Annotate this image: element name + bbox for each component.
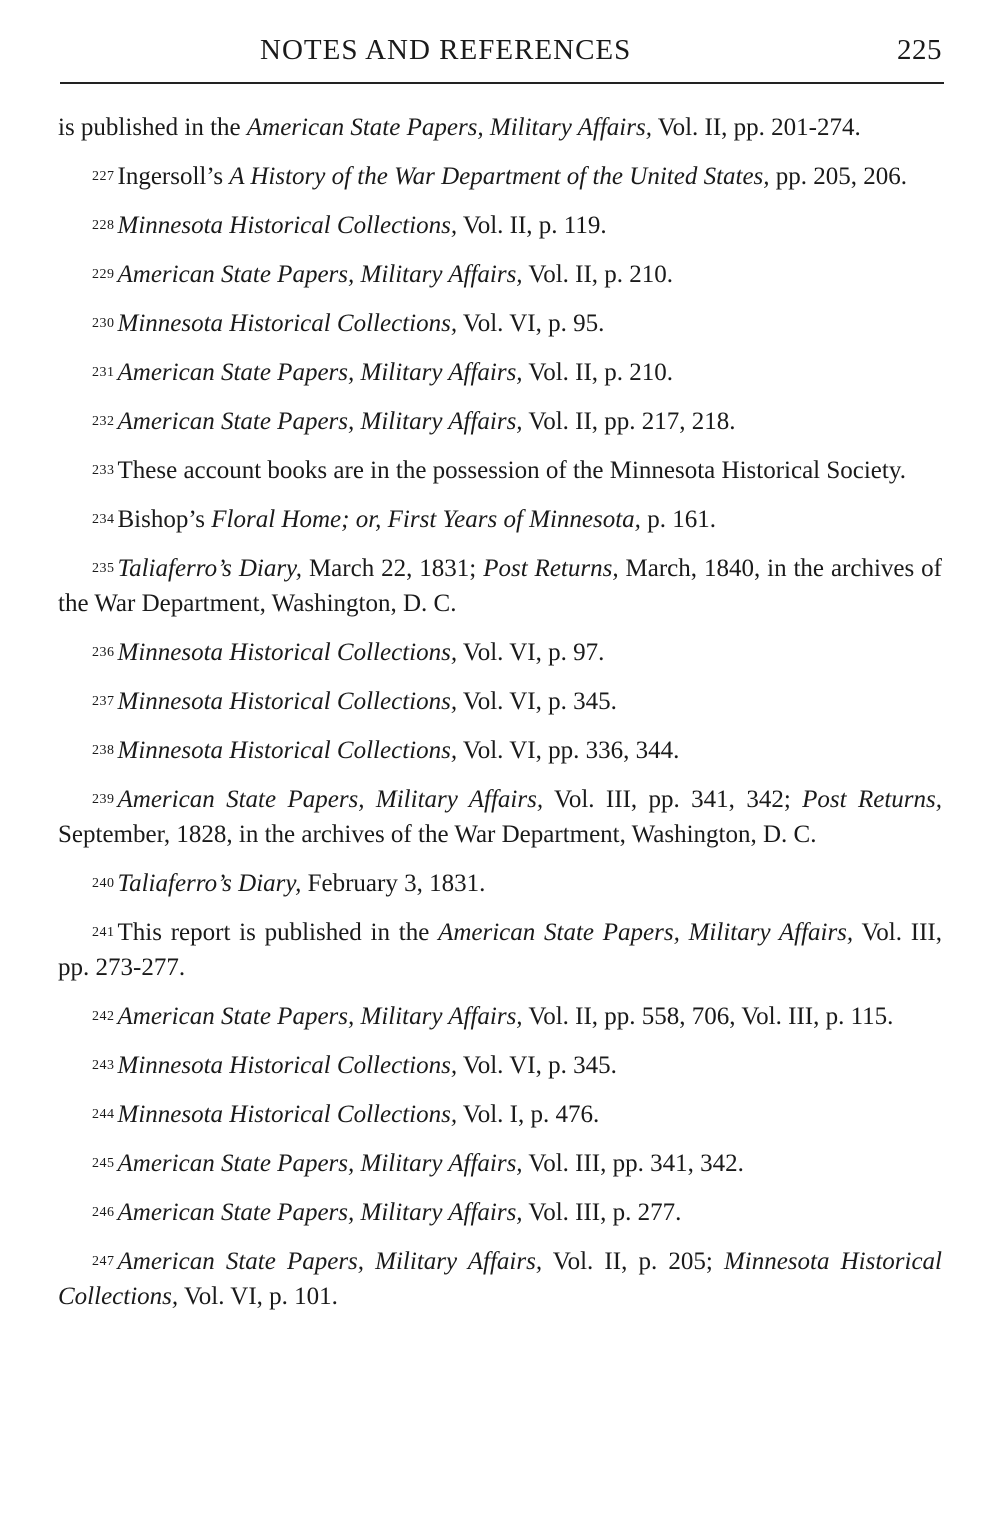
note-233 (58, 453, 942, 488)
note-title-italic: American State Papers, Military Affairs, (117, 1150, 523, 1177)
note-number: 245 (92, 1156, 115, 1171)
note-title-italic: American State Papers, Military Affairs, (117, 408, 523, 435)
note-number: 244 (92, 1107, 115, 1122)
note-number: 234 (92, 512, 115, 527)
note-number: 233 (92, 463, 115, 478)
note-title-italic: American State Papers, Military Affairs, (117, 1003, 523, 1030)
note-238 (58, 733, 942, 768)
note-number: 232 (92, 414, 115, 429)
note-number: 241 (92, 925, 115, 940)
note-number: 242 (92, 1009, 115, 1024)
note-text: This report is published in the (117, 919, 439, 946)
header-rule (60, 82, 944, 84)
note-number: 246 (92, 1205, 115, 1220)
note-number: 240 (92, 876, 115, 891)
note-number: 237 (92, 694, 115, 709)
note-number: 230 (92, 316, 115, 331)
note-number: 228 (92, 218, 115, 233)
note-title-italic: Post Returns, (802, 786, 943, 813)
note-number: 247 (92, 1254, 115, 1269)
note-text: Vol. VI, p. 345. (457, 1052, 617, 1079)
note-title-italic: American State Papers, Military Affairs, (117, 1248, 543, 1275)
note-text: Bishop’s (117, 506, 212, 533)
note-title-italic: American State Papers, Military Affairs, (117, 1199, 523, 1226)
note-text: Vol. II, pp. 201-274. (651, 114, 861, 141)
note-242 (58, 999, 942, 1034)
note-234 (58, 502, 942, 537)
note-text: Vol. II, p. 119. (457, 212, 607, 239)
note-title-italic: American State Papers, Military Affairs, (117, 261, 523, 288)
note-232 (58, 404, 942, 439)
note-title-italic: Minnesota Historical Collections, (117, 1101, 458, 1128)
note-text: Vol. I, p. 476. (457, 1101, 600, 1128)
note-number: 235 (92, 561, 115, 576)
page (58, 30, 943, 1310)
note-number: 236 (92, 645, 115, 660)
note-text: Vol. III, p. 277. (522, 1199, 682, 1226)
note-237 (58, 684, 942, 719)
note-text: February 3, 1831. (301, 870, 486, 897)
note-title-italic: Minnesota Historical Collections, (117, 212, 458, 239)
note-title-italic: Minnesota Historical Collections, (117, 1052, 458, 1079)
note-title-italic: Floral Home; or, First Years of Minnesota, (211, 506, 641, 533)
note-title-italic: Minnesota Historical Collections, (117, 639, 458, 666)
note-title-italic: Minnesota Historical Collections, (117, 310, 458, 337)
note-235 (58, 551, 942, 621)
page-number: 225 (897, 34, 942, 66)
note-title-italic: Taliaferro’s Diary, (117, 870, 302, 897)
note-title-italic: American State Papers, Military Affairs, (438, 919, 854, 946)
note-number: 243 (92, 1058, 115, 1073)
note-228 (58, 208, 942, 243)
note-title-italic: Minnesota Historical Collections, (117, 688, 458, 715)
note-title-italic: American State Papers, Military Affairs, (117, 359, 523, 386)
note-text: Vol. II, p. 210. (522, 359, 674, 386)
note-227 (58, 159, 942, 194)
notes-list (58, 110, 942, 1328)
note-text: September, 1828, in the archives of the War Department, Washington, D. C. (58, 821, 817, 848)
note-title-italic: A History of the War Department of the United States, (229, 163, 770, 190)
note-231 (58, 355, 942, 390)
note-text: Vol. VI, p. 95. (457, 310, 605, 337)
note-title-italic: Post Returns, (483, 555, 619, 582)
note-title-italic: Minnesota Historical Collections, (117, 737, 458, 764)
note-text: is published in the (58, 114, 247, 141)
note-text: Vol. II, p. 205; (542, 1248, 724, 1275)
note-244 (58, 1097, 942, 1132)
note-text: March, 1840, in the archives of the War Department, Washington, D. C. (58, 555, 942, 617)
note-text: Vol. VI, pp. 336, 344. (457, 737, 680, 764)
note-text: These account books are in the possession of the Minnesota Historical Society. (117, 457, 906, 484)
running-title: NOTES AND REFERENCES (260, 34, 632, 66)
note-243 (58, 1048, 942, 1083)
note-text: Vol. III, pp. 273-277. (58, 919, 942, 981)
note-text: Vol. III, pp. 341, 342; (543, 786, 803, 813)
note-title-italic: Minnesota Historical Collections, (58, 1248, 943, 1310)
running-head (58, 30, 942, 74)
note-229 (58, 257, 942, 292)
note-236 (58, 635, 942, 670)
note-number: 239 (92, 792, 115, 807)
note-text: Vol. II, pp. 217, 218. (522, 408, 736, 435)
note-247 (58, 1244, 942, 1314)
note-title-italic: American State Papers, Military Affairs, (246, 114, 652, 141)
note-230 (58, 306, 942, 341)
note-246 (58, 1195, 942, 1230)
note-text: p. 161. (640, 506, 716, 533)
note-text: pp. 205, 206. (769, 163, 908, 190)
note-239 (58, 782, 942, 852)
note-number: 231 (92, 365, 115, 380)
note-title-italic: Taliaferro’s Diary, (117, 555, 303, 582)
note-240 (58, 866, 942, 901)
note-text: Vol. VI, p. 97. (457, 639, 605, 666)
note-continuation (58, 110, 942, 145)
note-text: Ingersoll’s (117, 163, 230, 190)
note-number: 238 (92, 743, 115, 758)
note-text: Vol. II, pp. 558, 706, Vol. III, p. 115. (522, 1003, 894, 1030)
note-number: 229 (92, 267, 115, 282)
note-text: March 22, 1831; (302, 555, 484, 582)
note-title-italic: American State Papers, Military Affairs, (117, 786, 544, 813)
note-text: Vol. VI, p. 101. (178, 1283, 338, 1310)
note-text: Vol. III, pp. 341, 342. (522, 1150, 744, 1177)
note-text: Vol. VI, p. 345. (457, 688, 617, 715)
note-241 (58, 915, 942, 985)
note-text: Vol. II, p. 210. (522, 261, 674, 288)
note-245 (58, 1146, 942, 1181)
note-number: 227 (92, 169, 115, 184)
